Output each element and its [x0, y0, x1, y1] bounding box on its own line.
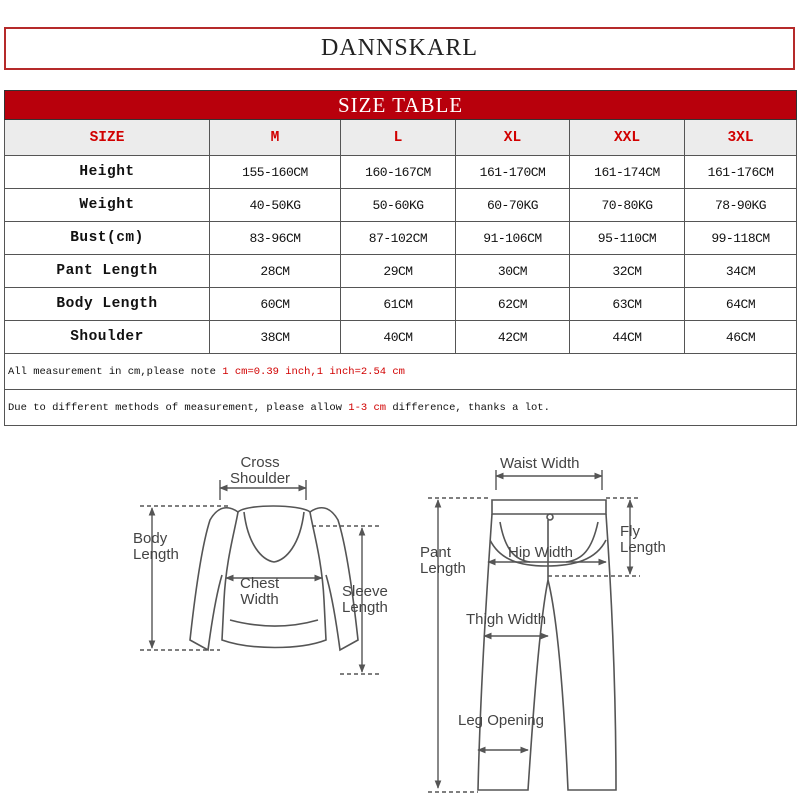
table-row: [5, 255, 797, 288]
brand-name: DANNSKARL: [320, 35, 478, 61]
table-cell: 99-118CM: [685, 222, 797, 255]
note-text: difference, thanks a lot.: [386, 401, 550, 414]
table-cell: 42CM: [456, 321, 570, 354]
row-label: Body Length: [5, 288, 210, 321]
label-line: Sleeve: [342, 583, 388, 600]
table-cell: 30CM: [456, 255, 570, 288]
table-row: [5, 288, 797, 321]
label-line: Body: [133, 530, 168, 547]
table-cell: 63CM: [570, 288, 685, 321]
table-title: SIZE TABLE: [5, 91, 797, 120]
header-cell: XXL: [570, 120, 685, 156]
label-line: Length: [420, 560, 466, 577]
table-cell: 40-50KG: [210, 189, 341, 222]
label-line: Chest: [240, 575, 280, 592]
header-cell: XL: [456, 120, 570, 156]
note-text: Due to different methods of measurement, please allow: [8, 401, 349, 414]
label-line: Cross: [240, 454, 280, 471]
pant-length-label: [420, 545, 466, 577]
fly-length-label: [620, 524, 666, 556]
label-line: Thigh Width: [466, 611, 547, 628]
label-line: Width: [240, 591, 279, 608]
chest-width-label: [240, 576, 279, 608]
hip-width-label: [508, 545, 573, 561]
header-cell: SIZE: [5, 120, 210, 156]
table-cell: 46CM: [685, 321, 797, 354]
difference-note: [5, 390, 797, 426]
table-cell: 28CM: [210, 255, 341, 288]
waist-width-label: [500, 456, 579, 472]
measurement-illustration: [0, 440, 800, 800]
label-line: Hip Width: [508, 544, 574, 561]
sleeve-length-label: [342, 584, 388, 616]
table-cell: 95-110CM: [570, 222, 685, 255]
table-cell: 40CM: [341, 321, 456, 354]
table-cell: 161-176CM: [685, 156, 797, 189]
table-row: [5, 321, 797, 354]
table-cell: 32CM: [570, 255, 685, 288]
row-label: Bust(cm): [5, 222, 210, 255]
table-cell: 161-170CM: [456, 156, 570, 189]
thigh-width-label: [466, 612, 546, 628]
table-cell: 83-96CM: [210, 222, 341, 255]
table-cell: 44CM: [570, 321, 685, 354]
table-cell: 34CM: [685, 255, 797, 288]
table-cell: 61CM: [341, 288, 456, 321]
header-cell: L: [341, 120, 456, 156]
table-cell: 64CM: [685, 288, 797, 321]
label-line: Length: [342, 599, 388, 616]
size-table: [4, 90, 797, 426]
leg-opening-label: [458, 713, 544, 729]
row-label: Weight: [5, 189, 210, 222]
note-text: All measurement in cm,please note: [8, 365, 223, 378]
label-line: Pant: [420, 544, 451, 561]
table-cell: 87-102CM: [341, 222, 456, 255]
table-cell: 29CM: [341, 255, 456, 288]
table-header-row: [5, 120, 797, 156]
table-cell: 91-106CM: [456, 222, 570, 255]
note-highlight: 1-3 cm: [348, 401, 387, 414]
table-cell: 160-167CM: [341, 156, 456, 189]
table-cell: 38CM: [210, 321, 341, 354]
table-row: [5, 156, 797, 189]
note-row: [5, 354, 797, 390]
table-cell: 62CM: [456, 288, 570, 321]
brand-banner: [4, 27, 795, 70]
label-line: Shoulder: [230, 470, 291, 487]
table-row: [5, 189, 797, 222]
row-label: Height: [5, 156, 210, 189]
row-label: Shoulder: [5, 321, 210, 354]
label-line: Leg Opening: [458, 712, 544, 729]
table-cell: 60-70KG: [456, 189, 570, 222]
measurement-note: [5, 354, 797, 390]
body-length-label: [133, 531, 179, 563]
table-row: [5, 222, 797, 255]
note-row: [5, 390, 797, 426]
table-cell: 70-80KG: [570, 189, 685, 222]
cross-shoulder-label: [230, 455, 290, 487]
label-line: Waist Width: [500, 455, 580, 472]
table-title-row: [5, 91, 797, 120]
measurement-diagram: [0, 440, 800, 800]
label-line: Length: [133, 546, 179, 563]
table-cell: 161-174CM: [570, 156, 685, 189]
table-cell: 155-160CM: [210, 156, 341, 189]
label-line: Fly: [620, 523, 640, 540]
header-cell: 3XL: [685, 120, 797, 156]
label-line: Length: [620, 539, 666, 556]
table-cell: 60CM: [210, 288, 341, 321]
header-cell: M: [210, 120, 341, 156]
table-cell: 78-90KG: [685, 189, 797, 222]
row-label: Pant Length: [5, 255, 210, 288]
note-highlight: 1 cm=0.39 inch,1 inch=2.54 cm: [222, 365, 405, 378]
table-cell: 50-60KG: [341, 189, 456, 222]
